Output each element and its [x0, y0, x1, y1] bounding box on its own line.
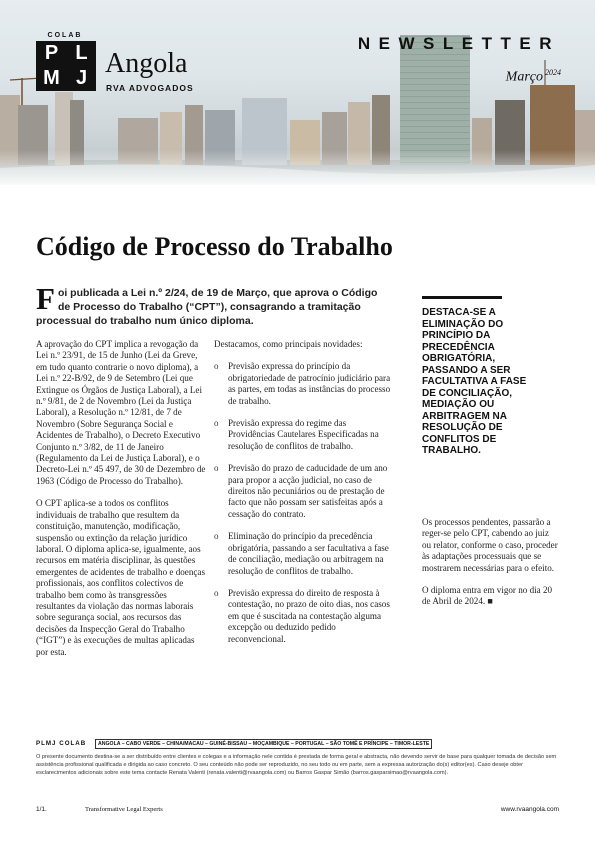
footer-countries: ANGOLA – CABO VERDE – CHINA/MACAU – GUINÉ-BISSAU – MOÇAMBIQUE – PORTUGAL – SÃO TOMÉ E PRÍNCIPE – TIMOR-LESTE: [95, 739, 432, 749]
list-item-text: Previsão expressa do regime das Providências Cautelares Especificadas na resolução de conflitos de trabalho.: [228, 418, 379, 451]
list-item-text: Previsão do prazo de caducidade de um ano para propor a acção judicial, no caso de direitos não pecuniários ou de prestação de facto que não possam ser satisfeitas após a cessação do contrato.: [228, 463, 388, 519]
article-title: Código de Processo do Trabalho: [36, 232, 393, 261]
header-photo: [0, 0, 595, 185]
brand-name: Angola: [105, 48, 188, 79]
list-item: [214, 531, 394, 577]
bullet-marker: o: [214, 587, 219, 598]
issue-year: 2024: [545, 68, 561, 77]
newsletter-heading: NEWSLETTER: [357, 34, 560, 53]
paragraph: A aprovação do CPT implica a revogação da Lei n.º 23/91, de 15 de Junho (Lei da Greve, em tudo quanto contrarie o novo diploma), a Lei n.º 22-B/92, de 9 de Setembro (Lei que Extingue os Órgãos de Justiça Laboral), a Lei n.º 9/81, de 2 de Novembro (Lei da Justiça Laboral), a Resolução n.º 12/81, de 7 de Novembro (Sobre Segurança Social e Acidentes de Trabalho), o Decreto Executivo Conjunto n.º 3/82, de 11 de Janeiro (Regulamento da Lei de Justiça Laboral), e o Decreto-Lei n.º 45 497, de 30 de Dezembro de 1963 (Código de Processo do Trabalho).: [36, 339, 206, 486]
footer-url[interactable]: www.rvaangola.com: [500, 806, 559, 813]
bullet-marker: o: [214, 531, 219, 542]
logo-letter: P: [36, 41, 66, 66]
logo-colab-text: COLAB: [47, 32, 83, 39]
drop-cap: F: [36, 281, 55, 316]
logo-letter: L: [66, 41, 96, 66]
article-lead: [36, 281, 381, 328]
column-1: [36, 339, 206, 669]
pullquote-rule: [422, 296, 502, 299]
list-item: [214, 588, 394, 645]
logo-letter: M: [36, 66, 66, 91]
bullet-marker: o: [214, 418, 219, 429]
plmj-logo: [36, 41, 96, 91]
column-3: [422, 517, 560, 619]
brand-subtitle: RVA ADVOGADOS: [106, 83, 194, 93]
bullets-intro: Destacamos, como principais novidades:: [214, 339, 363, 349]
paragraph: Os processos pendentes, passarão a reger-se pelo CPT, cabendo ao juiz ou relator, conforme o caso, proceder às adaptações processuais que se mostrarem necessárias para o efeito.: [422, 517, 558, 573]
footer-colab: PLMJ COLAB: [36, 740, 87, 747]
list-item: [214, 418, 394, 452]
pullquote: DESTACA-SE A ELIMINAÇÃO DO PRINCÍPIO DA PRECEDÊNCIA OBRIGATÓRIA, PASSANDO A SER FACULTATIVA A FASE DE CONCILIAÇÃO, MEDIAÇÃO OU ARBITRAGEM NA RESOLUÇÃO DE CONFLITOS DE TRABALHO.: [422, 307, 527, 456]
lead-text: oi publicada a Lei n.º 2/24, de 19 de Março, que aprova o Código de Processo do Trabalho (“CPT”), consagrando a tramitação processual do trabalho num único diploma.: [36, 287, 378, 327]
list-item-text: Previsão expressa do princípio da obrigatoriedade de patrocínio judiciário para as partes, em todas as instâncias do processo de trabalho.: [228, 361, 391, 406]
page-number: 1/1.: [36, 806, 47, 813]
paragraph: O CPT aplica-se a todos os conflitos individuais de trabalho que resultem da constituição, manutenção, modificação, suspensão ou extinção da relação jurídico laboral. O diploma aplica-se, igualmente, aos recursos em matéria disciplinar, às questões emergentes de acidentes de trabalho e doenças profissionais, aos conflitos colectivos de trabalho bem como às transgressões resultantes da violação das normas laborais sobre segurança social, aos recursos das decisões da Inspecção Geral do Trabalho (“IGT”) e às execuções de multas aplicadas por esta.: [36, 498, 205, 657]
list-item: [214, 361, 394, 407]
header-fade: [0, 150, 595, 185]
list-item-text: Eliminação do princípio da precedência obrigatória, passando a ser facultativa a fase de conciliação, mediação ou arbitragem na resolução de conflitos de trabalho.: [228, 531, 389, 576]
issue-month: Março: [505, 69, 543, 85]
footer-tagline: Transformative Legal Experts: [85, 806, 163, 813]
column-2: [214, 339, 394, 656]
disclaimer: O presente documento destina-se a ser distribuído entre clientes e colegas e a informação nele contida é prestada de forma geral e abstracta, não devendo servir de base para qualquer tomada de decisão sem assistência profissional qualificada e dirigida ao caso concreto. O seu conteúdo não pode ser reproduzido, no seu todo ou em parte, sem a expressa autorização do(s) editor(es). Caso deseje obter esclarecimentos adicionais sobre este tema contacte Renata Valenti (renata.valenti@rvaangola.com) ou Barros Gaspar Simão (barros.gasparsimao@rvaangola.com).: [36, 754, 557, 776]
list-item: [214, 463, 394, 520]
list-item-text: Previsão expressa do direito de resposta à contestação, no prazo de oito dias, nos casos em que é suscitada na contestação alguma excepção ou deduzido pedido reconvencional.: [228, 587, 390, 644]
logo-letter: J: [66, 66, 96, 91]
paragraph: O diploma entra em vigor no dia 20 de Abril de 2024. ■: [422, 585, 553, 607]
bullet-marker: o: [214, 361, 219, 372]
bullet-marker: o: [214, 463, 219, 474]
issue-date: [506, 68, 561, 86]
